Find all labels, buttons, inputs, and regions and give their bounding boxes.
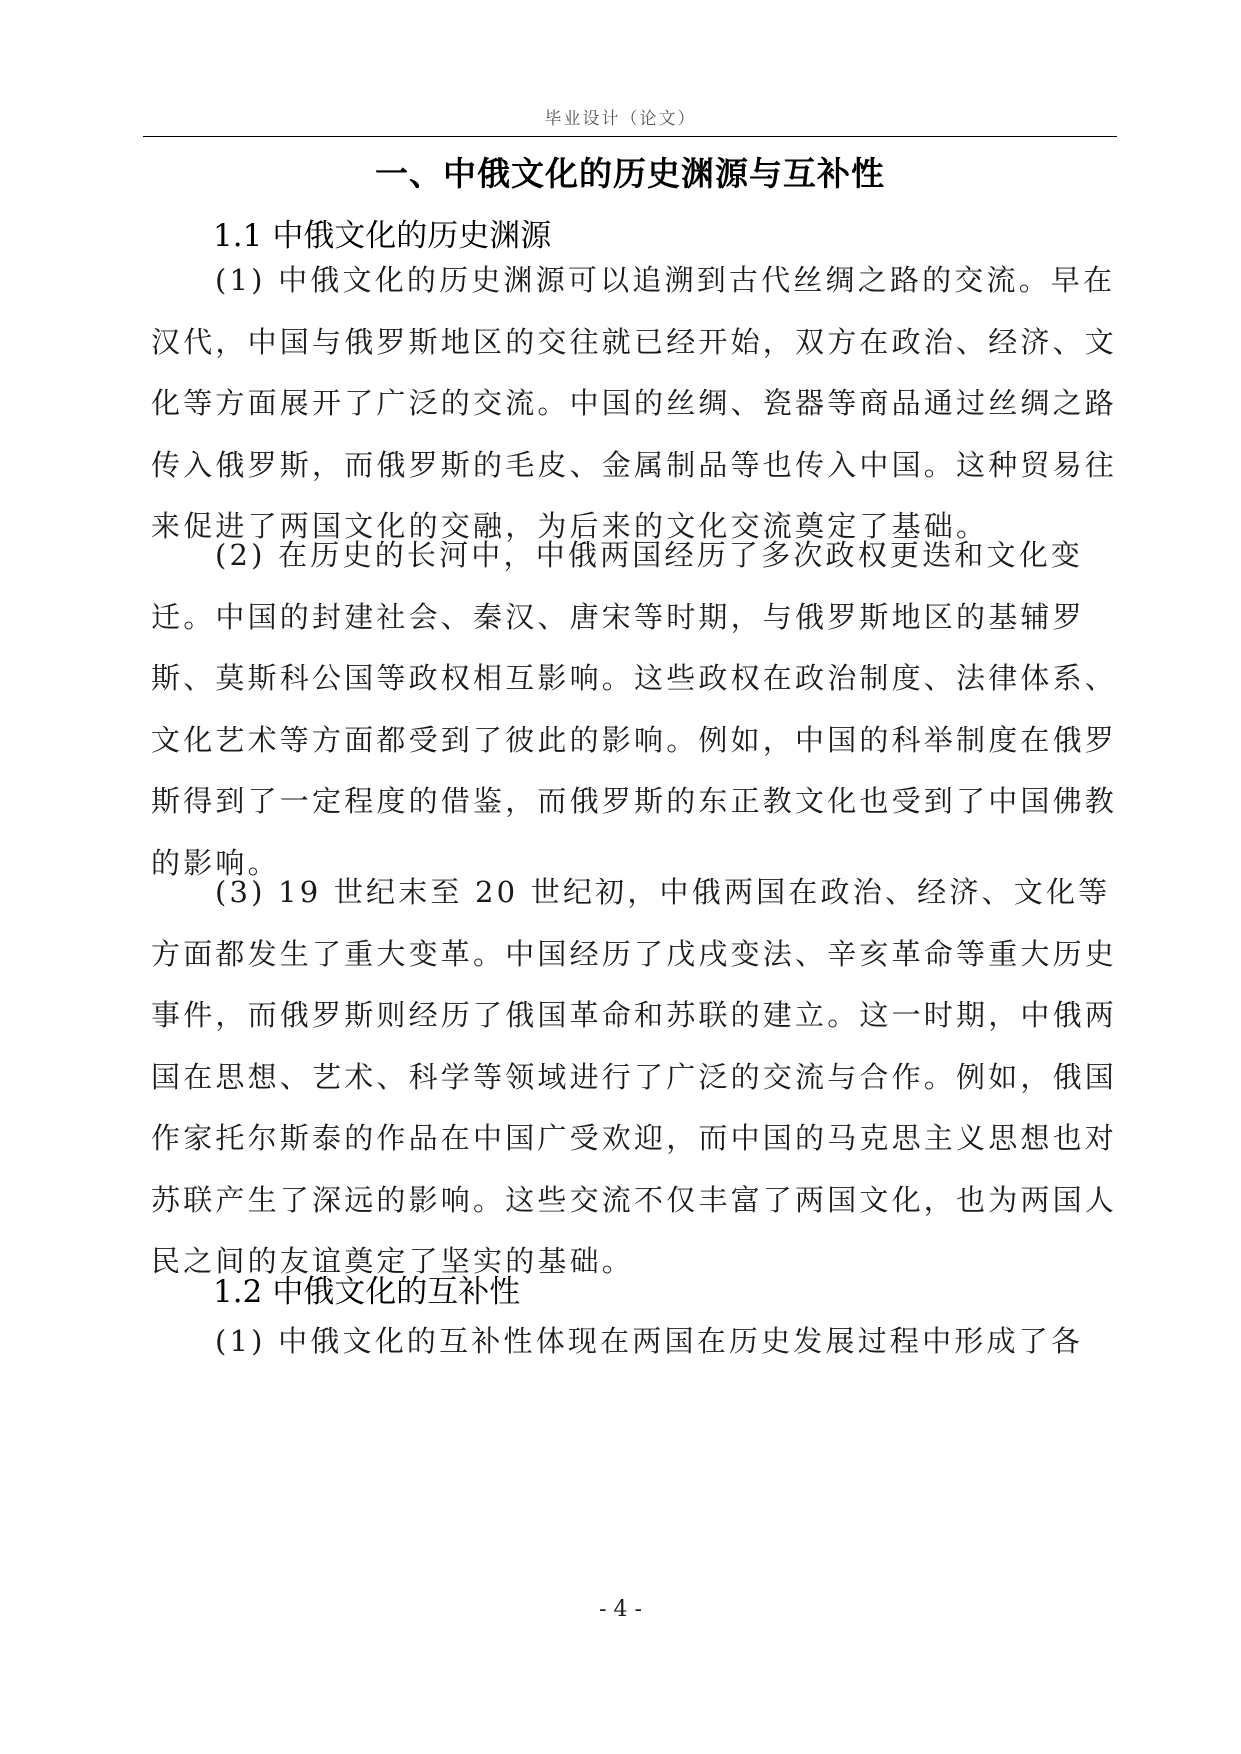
paragraph: (1) 中俄文化的历史渊源可以追溯到古代丝绸之路的交流。早在汉代，中国与俄罗斯地区的交往就已经开始，双方在政治、经济、文化等方面展开了广泛的交流。中国的丝绸、瓷器等商品通过丝绸之路传入俄罗斯，而俄罗斯的毛皮、金属制品等也传入中国。这种贸易往来促进了两国文化的交融，为后来的文化交流奠定了基础。 bbox=[151, 263, 1118, 543]
section-title-text: 中俄文化的互补性 bbox=[272, 1274, 521, 1310]
section-number: 1.2 bbox=[213, 1274, 263, 1310]
page-number: - 4 - bbox=[599, 1597, 642, 1622]
running-header: 毕业设计（论文） bbox=[544, 109, 697, 129]
paragraph: (2) 在历史的长河中，中俄两国经历了多次政权更迭和文化变迁。中国的封建社会、秦汉、唐宋等时期，与俄罗斯地区的基辅罗斯、莫斯科公国等政权相互影响。这些政权在政治制度、法律体系、文化艺术等方面都受到了彼此的影响。例如，中国的科举制度在俄罗斯得到了一定程度的借鉴，而俄罗斯的东正教文化也受到了中国佛教的影响。 bbox=[151, 538, 1118, 880]
paragraph: (3) 19 世纪末至 20 世纪初，中俄两国在政治、经济、文化等方面都发生了重大变革。中国经历了戊戌变法、辛亥革命等重大历史事件，而俄罗斯则经历了俄国革命和苏联的建立。这一时期，中俄两国在思想、艺术、科学等领域进行了广泛的交流与合作。例如，俄国作家托尔斯泰的作品在中国广受欢迎，而中国的马克思主义思想也对苏联产生了深远的影响。这些交流不仅丰富了两国文化，也为两国人民之间的友谊奠定了坚实的基础。 bbox=[151, 875, 1118, 1278]
header-rule bbox=[143, 136, 1117, 137]
chapter-title: 一、中俄文化的历史渊源与互补性 bbox=[375, 154, 885, 193]
section-heading-1-2 bbox=[213, 1266, 520, 1311]
paragraph: (1) 中俄文化的互补性体现在两国在历史发展过程中形成了各 bbox=[215, 1324, 1084, 1358]
section-number: 1.1 bbox=[213, 218, 263, 254]
section-heading-1-1 bbox=[213, 210, 551, 255]
section-title-text: 中俄文化的历史渊源 bbox=[272, 218, 552, 254]
